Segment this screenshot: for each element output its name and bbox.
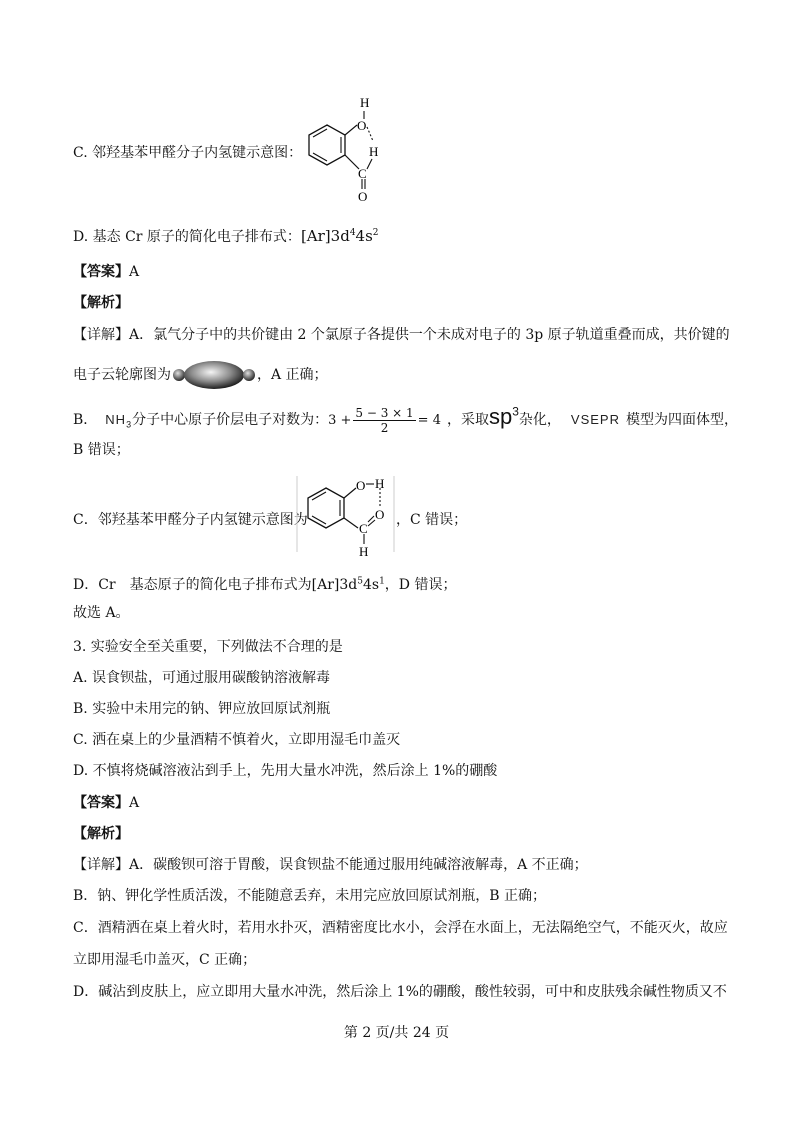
detail-b-line1	[73, 402, 738, 436]
detail-d-post: ，D 错误；	[384, 577, 457, 593]
equation	[328, 406, 441, 435]
choose-1: 故选 A。	[73, 605, 130, 621]
option-d-formula	[301, 227, 379, 245]
vsepr-label: VSEPR	[570, 412, 620, 427]
detail-d-line	[73, 575, 456, 595]
option-d-text: D. 基态 Cr 原子的简化电子排布式：	[73, 229, 301, 245]
detail-a-line1: 【详解】A．氯气分子中的共价键由 2 个氯原子各提供一个未成对电子的 3p 原子轨道重叠而成，共价键的	[73, 327, 730, 343]
detail-2-a: 【详解】A．碳酸钡可溶于胃酸，误食钡盐不能通过服用纯碱溶液解毒，A 不正确；	[73, 857, 588, 873]
detail-c-pre: C．邻羟基苯甲醛分子内氢键示意图为	[73, 512, 308, 528]
salicylaldehyde-structure-1	[295, 97, 395, 207]
mol2-c: C	[359, 521, 368, 536]
answer-1-tag: 【答案】	[73, 264, 129, 280]
option-d-line	[73, 226, 379, 247]
nh3-formula	[105, 412, 133, 430]
eq-post: = 4	[417, 413, 441, 428]
detail-b-end: 模型为四面体型，	[625, 412, 738, 428]
question-3: 3. 实验安全至关重要，下列做法不合理的是	[73, 639, 343, 655]
eq-pre: 3 +	[328, 413, 352, 428]
sp3-label	[489, 404, 519, 429]
electron-cloud-image	[171, 360, 257, 390]
mol1-h-top: H	[360, 97, 370, 110]
mol2-h-bottom: H	[359, 544, 369, 558]
answer-2-tag: 【答案】	[73, 795, 129, 811]
fraction-num: 5 − 3 × 1	[355, 406, 414, 420]
sp: sp	[488, 404, 513, 429]
detail-b-mid: 分子中心原子价层电子对数为：	[132, 412, 329, 428]
detail-d-exp1: 5	[357, 576, 363, 587]
nh3: NH	[105, 412, 127, 427]
question-3-option-b: B. 实验中未用完的钠、钾应放回原试剂瓶	[73, 701, 331, 717]
option-c-text: C. 邻羟基苯甲醛分子内氢键示意图：	[73, 145, 303, 161]
mol1-c: C	[358, 166, 367, 181]
detail-2-c-line2: 立即用湿毛巾盖灭，C 正确；	[73, 952, 257, 968]
question-3-option-d: D. 不慎将烧碱溶液沾到手上，先用大量水冲洗，然后涂上 1%的硼酸	[73, 763, 498, 779]
detail-b-hyb: 杂化，	[518, 412, 561, 428]
page-footer: 第 2 页/共 24 页	[343, 1025, 450, 1041]
detail-a2-pre: 电子云轮廓图为	[73, 367, 171, 383]
detail-b-line2: B 错误；	[73, 442, 130, 458]
answer-2	[73, 793, 139, 813]
formula-4s: 4s	[355, 227, 373, 245]
formula-ar: [Ar]	[300, 227, 331, 245]
detail-a-line2	[73, 360, 328, 390]
detail-2-d-line1: D．碱沾到皮肤上，应立即用大量水冲洗，然后涂上 1%的硼酸，酸性较弱，可中和皮肤残余碱性物质又不	[73, 984, 727, 1000]
question-3-option-a: A. 误食钡盐，可通过服用碳酸钠溶液解毒	[73, 670, 331, 686]
formula-3d: 3d	[330, 227, 350, 245]
detail-b-pre: B．	[73, 412, 98, 428]
analysis-2: 【解析】	[73, 826, 129, 842]
nh3-sub: 3	[126, 419, 133, 430]
formula-3d-exp: 4	[349, 228, 356, 238]
formula-4s-exp: 2	[372, 228, 379, 238]
detail-a2-post: ，A 正确；	[257, 367, 328, 383]
question-3-option-c: C. 洒在桌上的少量酒精不慎着火，立即用湿毛巾盖灭	[73, 732, 401, 748]
mol1-o-top: O	[357, 118, 367, 133]
detail-d-mid: 4s	[362, 577, 380, 593]
mol2-o-top: O	[356, 478, 366, 493]
fraction	[353, 406, 415, 435]
mol2-h-top: H	[375, 476, 385, 491]
fraction-den: 2	[380, 421, 389, 435]
detail-c-post: ，C 错误；	[396, 512, 468, 528]
mol1-h-side: H	[369, 144, 379, 159]
detail-d-pre: D．Cr 基态原子的简化电子排布式为[Ar]3d	[73, 577, 358, 593]
answer-1-value: A	[129, 264, 140, 280]
salicylaldehyde-structure-2	[296, 470, 396, 558]
detail-d-exp2: 1	[379, 576, 385, 587]
detail-2-b: B．钠、钾化学性质活泼，不能随意丢弃，未用完应放回原试剂瓶，B 正确；	[73, 888, 547, 904]
detail-2-c-line1: C．酒精洒在桌上着火时，若用水扑灭，酒精密度比水小，会浮在水面上，无法隔绝空气，不能灭火，故应	[73, 920, 728, 936]
detail-b-take: ，采取	[446, 412, 489, 428]
answer-1	[73, 262, 139, 282]
mol1-o-bottom: O	[358, 189, 368, 204]
sp-exp: 3	[512, 404, 519, 419]
analysis-1: 【解析】	[73, 295, 129, 311]
mol2-o-side: O	[375, 507, 385, 522]
answer-2-value: A	[129, 795, 140, 811]
